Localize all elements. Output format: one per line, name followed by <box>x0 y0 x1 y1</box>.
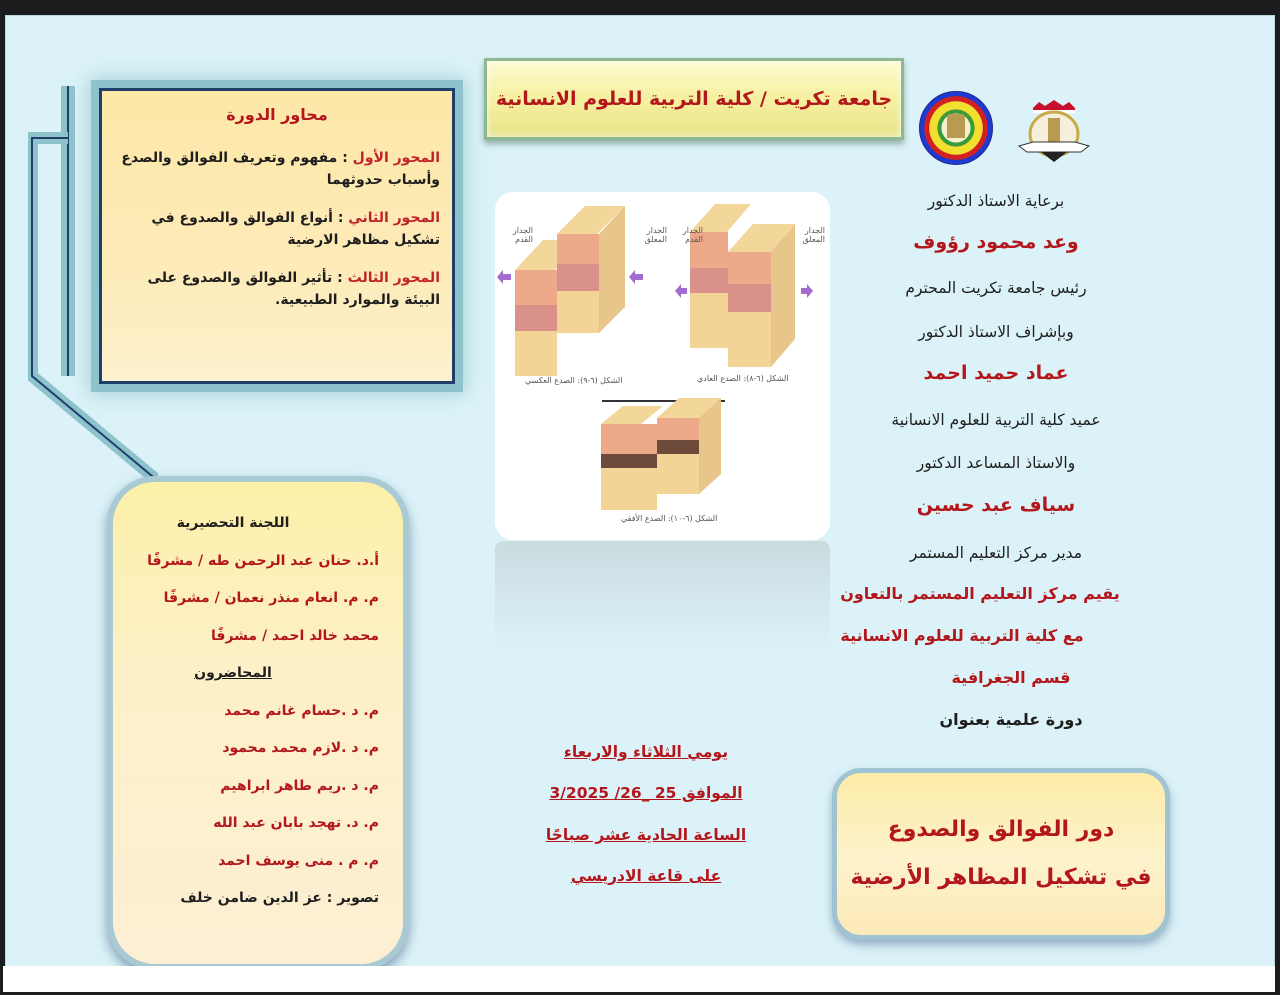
schedule-venue: على قاعة الادريسي <box>570 867 722 885</box>
committee-box <box>113 482 403 964</box>
strike-slip-caption: الشكل (٦-١٠): الصدع الأفقي <box>621 514 718 523</box>
supervisor-role: عميد كلية التربية للعلوم الانسانية <box>891 411 1101 429</box>
organizer-line: مع كلية التربية للعلوم الانسانية <box>840 626 1084 645</box>
bottom-margin <box>3 966 1275 992</box>
assistant-role: مدير مركز التعليم المستمر <box>909 544 1083 562</box>
photography-credit: تصوير : عز الدين ضامن خلف <box>180 890 379 906</box>
committee-member: محمد خالد احمد / مشرفًا <box>211 627 379 644</box>
education-college-logo <box>919 91 993 165</box>
supervisor-intro: وبإشراف الاستاذ الدكتور <box>918 323 1074 341</box>
axis-item: المحور الثاني : أنواع الفوالق والصدوع في تشكيل مظاهر الارضية <box>151 210 440 248</box>
committee-member: أ.د. حنان عبد الرحمن طه / مشرفًا <box>147 552 379 569</box>
foot-wall-label: الجدار القدم <box>682 226 703 244</box>
sponsor-name: وعد محمود رؤوف <box>913 231 1079 253</box>
figure-reflection <box>495 541 830 651</box>
schedule-time: الساعة الحادية عشر صباحًا <box>545 826 747 844</box>
sponsor-role: رئيس جامعة تكريت المحترم <box>905 279 1087 297</box>
schedule-days: يومي الثلاثاء والاربعاء <box>563 743 729 761</box>
lecturer: م. د .ريم طاهر ابراهيم <box>220 777 379 794</box>
tikrit-university-logo <box>1011 94 1097 166</box>
course-title-line: دور الفوالق والصدوع <box>887 817 1115 842</box>
assistant-name: سياف عبد حسين <box>916 494 1076 516</box>
course-label: دورة علمية بعنوان <box>939 710 1083 729</box>
header-title: جامعة تكريت / كلية التربية للعلوم الانسانية <box>495 88 893 110</box>
lecturer: م. د .لازم محمد محمود <box>222 740 379 756</box>
assistant-intro: والاستاذ المساعد الدكتور <box>916 454 1076 472</box>
course-axes-title: محاور الدورة <box>226 105 328 124</box>
committee-member: م. م. انعام منذر نعمان / مشرفًا <box>163 590 379 606</box>
organizer-line: يقيم مركز التعليم المستمر بالتعاون <box>840 584 1120 603</box>
lecturer: م. د. تهجد بابان عبد الله <box>213 815 379 831</box>
committee-title: اللجنة التحضيرية <box>176 515 290 531</box>
strike-slip-fault-block <box>601 398 721 510</box>
hanging-wall-label: الجدار المعلق <box>802 226 825 244</box>
fault-blocks-illustration <box>495 192 830 540</box>
supervisor-name: عماد حميد احمد <box>923 362 1069 384</box>
axis-item: المحور الثالث : تأثير الفوالق والصدوع على البيئة والموارد الطبيعية. <box>147 270 440 308</box>
course-title-line: في تشكيل المظاهر الأرضية <box>850 865 1152 890</box>
normal-fault-caption: الشكل (٦-٨): الصدع العادي <box>697 374 789 383</box>
lecturers-title: المحاضرون <box>194 665 272 681</box>
reverse-fault-caption: الشكل (٦-٩): الصدع العكسي <box>525 376 623 385</box>
lecturer: م. م . منى يوسف احمد <box>218 852 379 869</box>
department: قسم الجغرافية <box>951 668 1071 687</box>
course-axes-box <box>99 88 455 384</box>
fault-diagram <box>495 192 830 540</box>
hanging-wall-label: الجدار المعلق <box>644 226 667 244</box>
sponsor-intro: برعاية الاستاذ الدكتور <box>927 192 1065 210</box>
header-banner <box>484 58 904 140</box>
schedule-date: الموافق 25 _26/ 3/2025 <box>549 784 743 802</box>
foot-wall-label: الجدار القدم <box>512 226 533 244</box>
poster <box>5 15 1275 967</box>
course-title-box <box>837 773 1165 935</box>
lecturer: م. د .حسام غانم محمد <box>224 702 379 719</box>
axis-item: المحور الأول : مفهوم وتعريف الفوالق والصدع وأسباب حدوثهما <box>121 150 440 188</box>
